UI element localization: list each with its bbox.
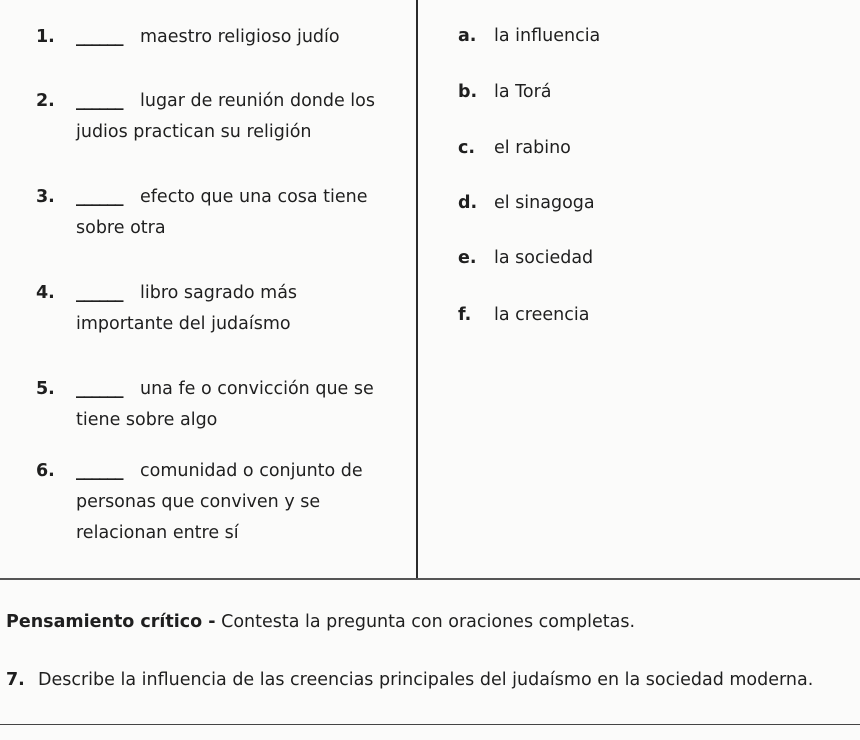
- item-definition-continued: relacionan entre sí: [76, 523, 239, 543]
- option-text: el rabino: [494, 138, 571, 158]
- answer-blank[interactable]: ______: [76, 27, 123, 47]
- matching-item-6: [36, 456, 406, 549]
- item-definition-continued: personas que conviven y se: [76, 492, 321, 512]
- question-text: Describe la influencia de las creencias principales del judaísmo en la sociedad moderna.: [38, 670, 814, 690]
- option-d: [458, 191, 595, 215]
- option-text: la influencia: [494, 26, 601, 46]
- option-text: la creencia: [494, 305, 590, 325]
- question-7: [6, 670, 813, 690]
- answer-line[interactable]: [0, 724, 860, 725]
- section-divider: [0, 578, 860, 580]
- matching-item-4: [36, 278, 406, 340]
- item-definition: libro sagrado más: [140, 283, 298, 303]
- item-number: 2.: [36, 91, 55, 111]
- item-number: 5.: [36, 379, 55, 399]
- section-title: Pensamiento crítico -: [6, 612, 216, 632]
- answer-blank[interactable]: ______: [76, 379, 123, 399]
- item-number: 3.: [36, 187, 55, 207]
- option-letter: c.: [458, 138, 476, 158]
- option-letter: b.: [458, 82, 478, 102]
- answer-blank[interactable]: ______: [76, 187, 123, 207]
- option-letter: e.: [458, 248, 477, 268]
- item-number: 6.: [36, 461, 55, 481]
- option-text: el sinagoga: [494, 193, 595, 213]
- item-definition-continued: importante del judaísmo: [76, 314, 291, 334]
- option-letter: a.: [458, 26, 477, 46]
- item-definition: efecto que una cosa tiene: [140, 187, 368, 207]
- option-text: la sociedad: [494, 248, 594, 268]
- item-number: 4.: [36, 283, 55, 303]
- option-letter: d.: [458, 193, 478, 213]
- item-definition-continued: judios practican su religión: [76, 122, 312, 142]
- item-definition-continued: sobre otra: [76, 218, 166, 238]
- column-divider: [416, 0, 418, 580]
- item-definition-continued: tiene sobre algo: [76, 410, 218, 430]
- option-f: [458, 303, 589, 327]
- matching-item-2: [36, 86, 406, 148]
- item-definition: maestro religioso judío: [140, 27, 340, 47]
- option-c: [458, 136, 571, 160]
- item-definition: lugar de reunión donde los: [140, 91, 375, 111]
- matching-item-1: [36, 22, 406, 53]
- option-a: [458, 24, 600, 48]
- matching-item-5: [36, 374, 406, 436]
- item-definition: una fe o convicción que se: [140, 379, 374, 399]
- option-letter: f.: [458, 305, 472, 325]
- matching-item-3: [36, 182, 406, 244]
- answer-blank[interactable]: ______: [76, 461, 123, 481]
- answer-blank[interactable]: ______: [76, 91, 123, 111]
- option-e: [458, 246, 593, 270]
- question-number: 7.: [6, 670, 25, 690]
- item-number: 1.: [36, 27, 55, 47]
- option-b: [458, 80, 552, 104]
- critical-thinking-heading: [6, 612, 635, 632]
- answer-blank[interactable]: ______: [76, 283, 123, 303]
- section-instruction: Contesta la pregunta con oraciones completas.: [215, 612, 636, 632]
- option-text: la Torá: [494, 82, 552, 102]
- item-definition: comunidad o conjunto de: [140, 461, 363, 481]
